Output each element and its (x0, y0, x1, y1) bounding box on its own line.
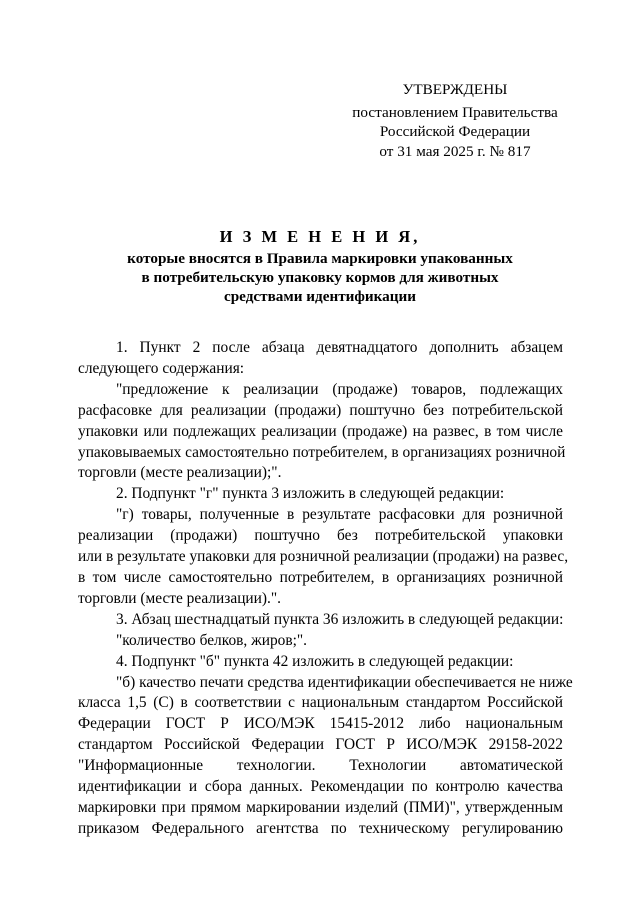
approval-line: постановлением Правительства (352, 103, 558, 121)
subtitle-line: средствами идентификации (223, 288, 417, 305)
body-line: 1. Пункт 2 после абзаца девятнадцатого дополнить абзацем (116, 339, 563, 356)
approval-line: Российской Федерации (379, 123, 531, 140)
body-line: "б) качество печати средства идентификации обеспечивается не ниже (116, 673, 573, 691)
subtitle-line: которые вносятся в Правила маркировки упакованных (127, 250, 513, 267)
approval-heading: УТВЕРЖДЕНЫ (402, 81, 508, 98)
document-subtitle (60, 249, 580, 306)
body-line: 3. Абзац шестнадцатый пункта 36 изложить в следующей редакции: (116, 610, 564, 628)
body-line: торговли (месте реализации).". (78, 589, 282, 607)
body-line: идентификации и сбора данных. Рекомендации по контролю качества (78, 778, 563, 796)
body-line: приказом Федерального агентства по техническому регулированию (78, 819, 563, 837)
body-line: класса 1,5 (C) в соответствии с национальным стандартом Российской (78, 694, 563, 712)
body-line: 2. Подпункт "г" пункта 3 изложить в следующей редакции: (116, 485, 505, 503)
body-line: реализации (продажи) поштучно без потребительской упаковки (78, 527, 563, 545)
body-line: или в результате упаковки для розничной реализации (продажи) на развес, (78, 548, 569, 566)
body-line: следующего содержания: (78, 359, 245, 377)
body-line: стандартом Российской Федерации ГОСТ Р ИСО/МЭК 29158-2022 (78, 736, 563, 754)
body-line: маркировки при прямом маркировании изделий (ПМИ)", утвержденным (78, 798, 563, 816)
body-line: Федерации ГОСТ Р ИСО/МЭК 15415-2012 либо национальным (78, 715, 563, 733)
body-line: упаковываемых самостоятельно потребителем, в организациях розничной (78, 443, 566, 461)
document-heading: И З М Е Н Е Н И Я, (219, 227, 421, 246)
body-line: торговли (месте реализации);". (78, 464, 282, 482)
body-line: "предложение к реализации (продаже) товаров, подлежащих (116, 380, 563, 398)
body-line: расфасовке для реализации (продажи) поштучно без потребительской (78, 401, 563, 419)
document-body (78, 338, 573, 840)
approval-stamp (350, 80, 560, 161)
subtitle-line: в потребительскую упаковку кормов для животных (141, 269, 499, 286)
body-line: упаковки или подлежащих реализации (продаже) на развес, в том числе (78, 422, 563, 440)
document-title (60, 226, 580, 306)
body-line: в том числе самостоятельно потребителем, в организациях розничной (78, 568, 563, 586)
approval-line: от 31 мая 2025 г. № 817 (379, 142, 531, 160)
body-line: "г) товары, полученные в результате расфасовки для розничной (116, 506, 563, 524)
body-line: "количество белков, жиров;". (116, 631, 308, 649)
body-line: 4. Подпункт "б" пункта 42 изложить в следующей редакции: (116, 652, 514, 670)
body-line: "Информационные технологии. Технологии автоматической (78, 757, 563, 775)
